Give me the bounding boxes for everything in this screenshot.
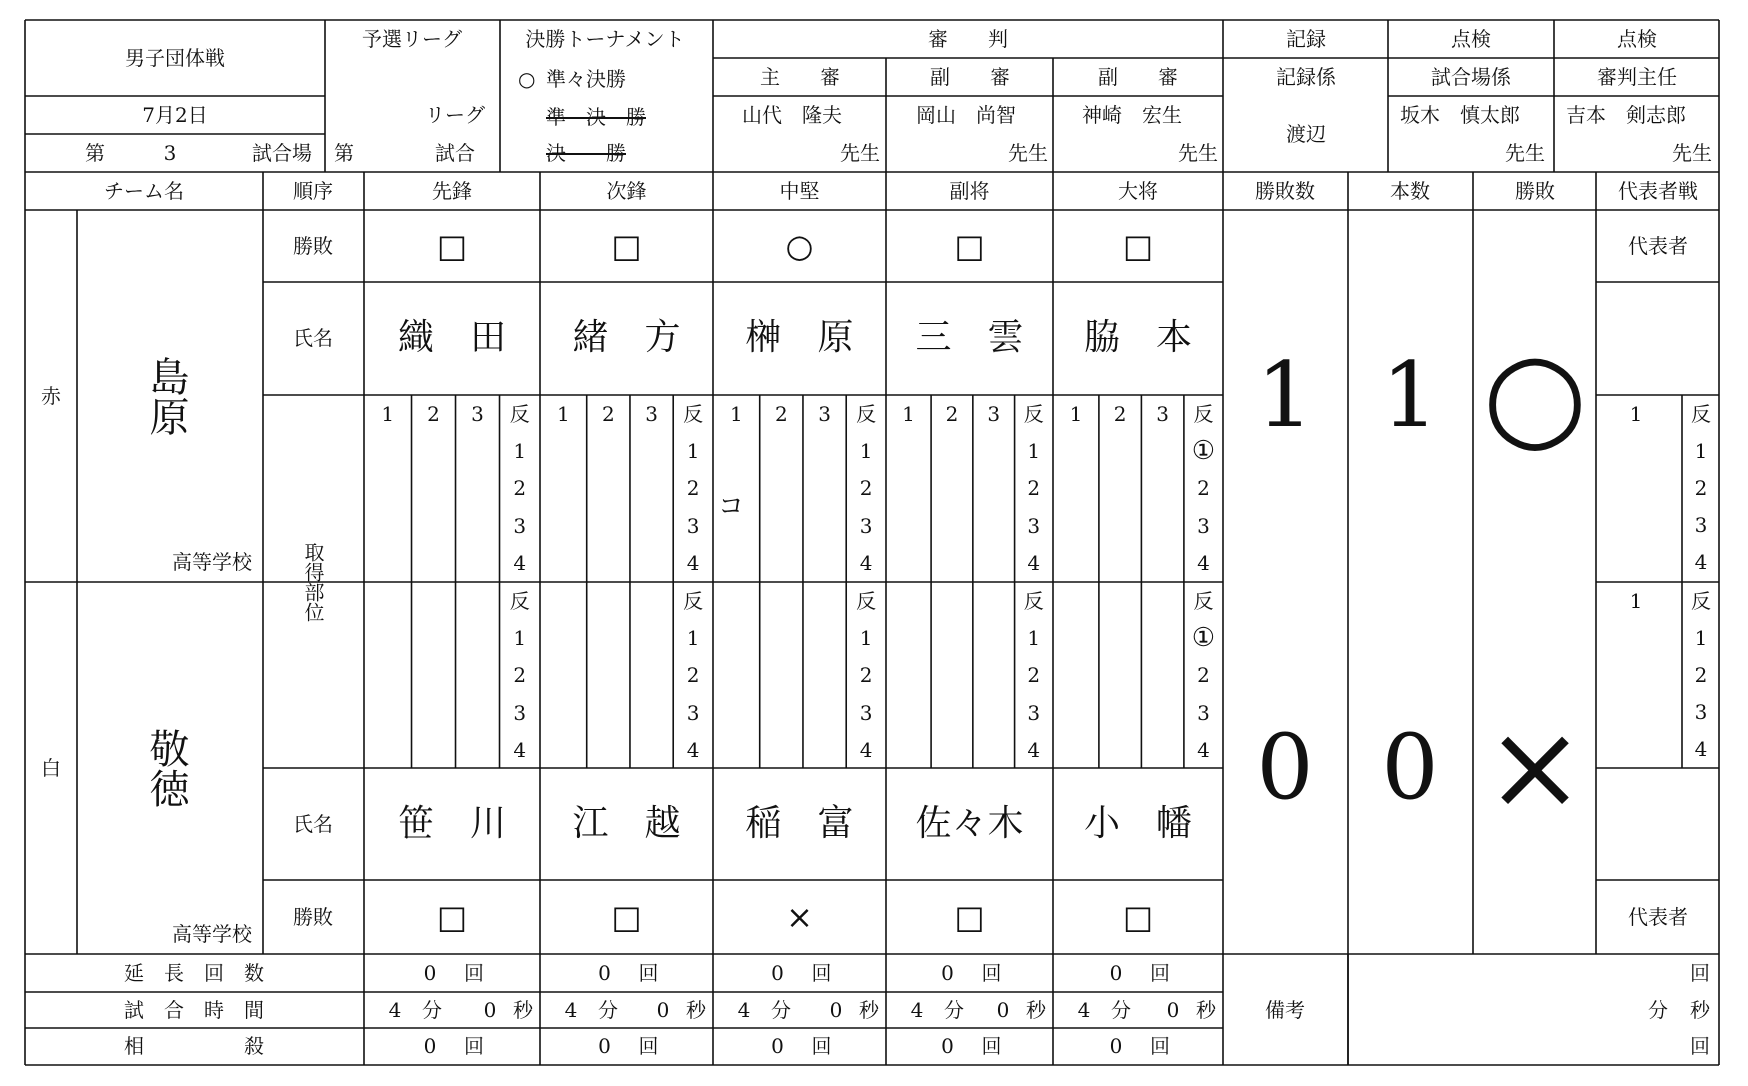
cell-text: 4 bbox=[686, 738, 700, 762]
cell-text: 3 bbox=[818, 402, 831, 426]
cell-text: 反 bbox=[856, 402, 877, 426]
white-player-name: 佐々木 bbox=[915, 803, 1024, 844]
cell-text: 秒 bbox=[1196, 998, 1216, 1022]
cell-text: 3 bbox=[1694, 513, 1708, 537]
cell-text: 代表者 bbox=[1628, 905, 1688, 929]
cell-text: 山代 隆夫 bbox=[742, 103, 842, 127]
cell-text: 分 bbox=[1111, 998, 1131, 1022]
cell-text: 2 bbox=[1027, 476, 1041, 500]
cell-text: 第 bbox=[85, 141, 105, 165]
cell-text: 高等学校 bbox=[172, 550, 252, 574]
cell-text: 3 bbox=[859, 701, 873, 725]
cell-text: 準々決勝 bbox=[546, 67, 626, 91]
white-result-mark: □ bbox=[954, 898, 985, 936]
cell-text: 3 bbox=[471, 402, 484, 426]
cell-text: 代表者戦 bbox=[1618, 179, 1698, 203]
cell-text: 回 bbox=[981, 1034, 1002, 1058]
cell-text: 3 bbox=[1027, 514, 1041, 538]
cell-text: 反 bbox=[683, 589, 704, 613]
cell-text: 2 bbox=[513, 663, 527, 687]
cell-text: 0 bbox=[423, 961, 437, 985]
cell-text: 分 bbox=[771, 998, 791, 1022]
cell-text: 決 勝 bbox=[546, 141, 626, 165]
white-points: 0 bbox=[1381, 715, 1439, 820]
cell-text: 記録係 bbox=[1276, 65, 1336, 89]
cell-text: 次鋒 bbox=[606, 179, 647, 203]
cell-text: 0 bbox=[1166, 998, 1180, 1022]
cell-text: 分 bbox=[944, 998, 964, 1022]
cell-text: 高等学校 bbox=[172, 922, 252, 946]
cell-text: 4 bbox=[859, 551, 873, 575]
cell-text: 1 bbox=[686, 439, 700, 463]
cell-text: 3 bbox=[859, 514, 873, 538]
cell-text: 4 bbox=[388, 998, 402, 1022]
white-result-mark: □ bbox=[611, 898, 642, 936]
cell-text: 先生 bbox=[1672, 141, 1712, 165]
cell-text: 回 bbox=[1690, 961, 1710, 985]
cell-text: 1 bbox=[381, 402, 395, 426]
white-wins: 0 bbox=[1256, 715, 1314, 820]
cell-text: 4 bbox=[1027, 551, 1041, 575]
cell-text: 白 bbox=[41, 756, 61, 780]
cell-text: 副将 bbox=[949, 179, 990, 203]
cell-text: 取得部位 bbox=[301, 542, 325, 622]
cell-text: 回 bbox=[1150, 1034, 1170, 1058]
cell-text: 反 bbox=[509, 589, 530, 613]
cell-text: 反 bbox=[1193, 402, 1214, 426]
cell-text: 0 bbox=[829, 998, 843, 1022]
cell-text: 4 bbox=[513, 738, 527, 762]
cell-text: 0 bbox=[656, 998, 670, 1022]
cell-text: 回 bbox=[464, 1034, 484, 1058]
cell-text: 4 bbox=[910, 998, 924, 1022]
cell-text: 副 審 bbox=[930, 65, 1010, 89]
red-player-name: 脇 本 bbox=[1083, 317, 1193, 358]
cell-text: 4 bbox=[737, 998, 751, 1022]
cell-text: 島原 bbox=[143, 356, 189, 436]
cell-text: 先生 bbox=[1178, 141, 1218, 165]
cell-text: 3 bbox=[645, 402, 658, 426]
cell-text: 4 bbox=[513, 551, 527, 575]
cell-text: 0 bbox=[996, 998, 1010, 1022]
cell-text: 4 bbox=[1077, 998, 1091, 1022]
red-result-mark: □ bbox=[611, 227, 642, 265]
cell-text: 2 bbox=[1197, 663, 1210, 687]
cell-text: 1 bbox=[729, 402, 743, 426]
cell-text: 相 殺 bbox=[124, 1034, 264, 1058]
cell-text: 1 bbox=[1629, 589, 1643, 613]
cell-text: 渡辺 bbox=[1286, 122, 1326, 146]
cell-text: 回 bbox=[811, 1034, 832, 1058]
cell-text: 1 bbox=[1694, 439, 1708, 463]
cell-text: 1 bbox=[1027, 439, 1041, 463]
cell-text: 分 bbox=[1648, 998, 1668, 1022]
cell-text: 2 bbox=[513, 476, 527, 500]
cell-text: 4 bbox=[1027, 738, 1041, 762]
cell-text: 1 bbox=[1027, 626, 1041, 650]
cell-text: 4 bbox=[1694, 550, 1708, 574]
cell-text: 分 bbox=[422, 998, 442, 1022]
cell-text: 2 bbox=[686, 476, 700, 500]
cell-text: 準 決 勝 bbox=[546, 105, 646, 129]
cell-text: 審判主任 bbox=[1597, 65, 1677, 89]
cell-text: 2 bbox=[945, 402, 959, 426]
cell-text: 3 bbox=[513, 701, 527, 725]
cell-text: 分 bbox=[598, 998, 618, 1022]
cell-text: 4 bbox=[1197, 738, 1210, 762]
cell-text: 1 bbox=[902, 402, 915, 426]
cell-text: 先生 bbox=[840, 141, 880, 165]
cell-text: 0 bbox=[1109, 1034, 1123, 1058]
cell-text: 中堅 bbox=[779, 179, 820, 203]
cell-text: 試合場 bbox=[252, 141, 312, 165]
cell-text: 3 bbox=[686, 701, 700, 725]
cell-text: 勝敗 bbox=[293, 234, 333, 258]
red-player-name: 三 雲 bbox=[915, 317, 1024, 358]
cell-text: チーム名 bbox=[104, 179, 184, 203]
cell-text: 勝敗 bbox=[1515, 179, 1555, 203]
red-player-name: 榊 原 bbox=[745, 317, 854, 358]
cell-text: 4 bbox=[859, 738, 873, 762]
red-result-mark: □ bbox=[436, 227, 468, 265]
cell-text: 3 bbox=[1694, 700, 1708, 724]
cell-text: 回 bbox=[464, 961, 484, 985]
cell-text: 氏名 bbox=[293, 812, 333, 836]
cell-text: 順序 bbox=[293, 179, 333, 203]
cell-text: 4 bbox=[564, 998, 578, 1022]
cell-text: 2 bbox=[859, 476, 873, 500]
cell-text: 審 判 bbox=[928, 27, 1008, 51]
cell-text: 先生 bbox=[1505, 141, 1545, 165]
cell-text: 反 bbox=[509, 402, 530, 426]
red-player-name: 緒 方 bbox=[572, 317, 681, 358]
cell-text: 3 bbox=[1156, 402, 1170, 426]
cell-text: 秒 bbox=[1690, 998, 1710, 1022]
cell-text: 反 bbox=[1023, 589, 1044, 613]
cell-text: 回 bbox=[811, 961, 832, 985]
red-points: 1 bbox=[1381, 343, 1439, 448]
red-result-mark: ○ bbox=[785, 227, 814, 265]
white-result: × bbox=[1484, 698, 1586, 837]
cell-text: 決勝トーナメント bbox=[525, 27, 685, 51]
cell-text: リーグ bbox=[425, 103, 485, 127]
cell-text: 男子団体戦 bbox=[125, 46, 225, 70]
cell-text: 1 bbox=[556, 402, 570, 426]
cell-text: 1 bbox=[1629, 402, 1643, 426]
cell-text: 氏名 bbox=[293, 326, 333, 350]
cell-text: 点検 bbox=[1451, 27, 1491, 51]
cell-text: 0 bbox=[423, 1034, 437, 1058]
cell-text: 4 bbox=[686, 551, 700, 575]
red-score-mark: コ bbox=[717, 492, 745, 522]
cell-text: 2 bbox=[774, 402, 788, 426]
cell-text: 2 bbox=[427, 402, 440, 426]
cell-text: 反 bbox=[1023, 402, 1044, 426]
cell-text: 先生 bbox=[1008, 141, 1048, 165]
cell-text: 1 bbox=[1069, 402, 1083, 426]
cell-text: 備考 bbox=[1265, 998, 1305, 1022]
cell-text: 予選リーグ bbox=[362, 27, 462, 51]
white-player-name: 稲 富 bbox=[745, 803, 854, 844]
cell-text: 3 bbox=[1197, 701, 1210, 725]
cell-text: 赤 bbox=[41, 384, 61, 408]
red-wins: 1 bbox=[1256, 343, 1314, 448]
cell-text: 反 bbox=[683, 402, 704, 426]
cell-text: 記録 bbox=[1286, 27, 1326, 51]
cell-text: 先鋒 bbox=[432, 179, 472, 203]
cell-text: 回 bbox=[1150, 961, 1170, 985]
white-result-mark: □ bbox=[1122, 898, 1154, 936]
cell-text: 勝敗数 bbox=[1255, 179, 1315, 203]
cell-text: 回 bbox=[638, 1034, 659, 1058]
cell-text: 秒 bbox=[1026, 998, 1046, 1022]
cell-text: 2 bbox=[1113, 402, 1127, 426]
white-player-name: 江 越 bbox=[572, 803, 681, 844]
cell-text: 1 bbox=[859, 439, 873, 463]
cell-text: 大将 bbox=[1118, 179, 1158, 203]
red-result: ○ bbox=[1482, 326, 1588, 465]
cell-text: 2 bbox=[1197, 476, 1210, 500]
cell-text: 1 bbox=[513, 626, 527, 650]
cell-text: 副 審 bbox=[1098, 65, 1178, 89]
cell-text: 回 bbox=[638, 961, 659, 985]
cell-text: 7月2日 bbox=[142, 103, 208, 127]
cell-text: 2 bbox=[859, 663, 873, 687]
cell-text: 0 bbox=[598, 1034, 611, 1058]
cell-text: 反 bbox=[1193, 589, 1214, 613]
white-circled-hansoku: ① bbox=[1191, 623, 1216, 653]
cell-text: 1 bbox=[1694, 626, 1708, 650]
cell-text: 代表者 bbox=[1628, 234, 1688, 258]
cell-text: 本数 bbox=[1390, 179, 1430, 203]
cell-text: 2 bbox=[601, 402, 615, 426]
cell-text: 岡山 尚智 bbox=[916, 103, 1016, 127]
cell-text: 4 bbox=[1197, 551, 1210, 575]
cell-text: 反 bbox=[856, 589, 877, 613]
red-circled-hansoku: ① bbox=[1191, 436, 1216, 466]
cell-text: 回 bbox=[981, 961, 1002, 985]
cell-text: 2 bbox=[686, 663, 700, 687]
cell-text: 1 bbox=[513, 439, 527, 463]
red-player-name: 織 田 bbox=[397, 317, 507, 358]
cell-text: 秒 bbox=[686, 998, 706, 1022]
cell-text: 1 bbox=[859, 626, 873, 650]
cell-text: 2 bbox=[1694, 476, 1708, 500]
cell-text: 反 bbox=[1691, 402, 1711, 426]
white-result-mark: □ bbox=[436, 898, 468, 936]
cell-text: 0 bbox=[941, 961, 954, 985]
cell-text: 0 bbox=[941, 1034, 954, 1058]
cell-text: 秒 bbox=[859, 998, 879, 1022]
cell-text: 3 bbox=[686, 514, 700, 538]
cell-text: 延 長 回 数 bbox=[124, 961, 264, 985]
cell-text: 0 bbox=[1109, 961, 1123, 985]
cell-text: 試合 bbox=[435, 141, 475, 165]
cell-text: 敬徳 bbox=[143, 728, 189, 808]
cell-text: 3 bbox=[1027, 701, 1041, 725]
cell-text: 0 bbox=[483, 998, 497, 1022]
cell-text: 3 bbox=[1197, 514, 1210, 538]
cell-text: 主 審 bbox=[760, 65, 840, 89]
cell-text: 2 bbox=[1694, 663, 1708, 687]
white-player-name: 小 幡 bbox=[1083, 803, 1193, 844]
cell-text: 試合場係 bbox=[1431, 65, 1511, 89]
white-result-mark: × bbox=[786, 898, 813, 936]
cell-text: 神崎 宏生 bbox=[1082, 103, 1182, 127]
cell-text: 秒 bbox=[513, 998, 533, 1022]
cell-text: 坂木 慎太郎 bbox=[1400, 103, 1520, 127]
cell-text: 点検 bbox=[1617, 27, 1657, 51]
cell-text: 吉本 剣志郎 bbox=[1566, 103, 1686, 127]
cell-text: 4 bbox=[1694, 737, 1708, 761]
cell-text: 勝敗 bbox=[293, 905, 333, 929]
cell-text: 2 bbox=[1027, 663, 1041, 687]
cell-text: ○ bbox=[518, 67, 536, 91]
red-result-mark: □ bbox=[954, 227, 985, 265]
cell-text: 1 bbox=[686, 626, 700, 650]
white-player-name: 笹 川 bbox=[397, 803, 507, 844]
cell-text: 0 bbox=[771, 961, 784, 985]
cell-text: 3 bbox=[163, 141, 177, 165]
cell-text: 0 bbox=[771, 1034, 784, 1058]
cell-text: 第 bbox=[334, 141, 354, 165]
cell-text: 0 bbox=[598, 961, 611, 985]
cell-text: 試 合 時 間 bbox=[124, 998, 264, 1022]
cell-text: 3 bbox=[987, 402, 1001, 426]
red-result-mark: □ bbox=[1122, 227, 1154, 265]
cell-text: 反 bbox=[1691, 589, 1711, 613]
cell-text: 3 bbox=[513, 514, 527, 538]
cell-text: 回 bbox=[1690, 1034, 1710, 1058]
